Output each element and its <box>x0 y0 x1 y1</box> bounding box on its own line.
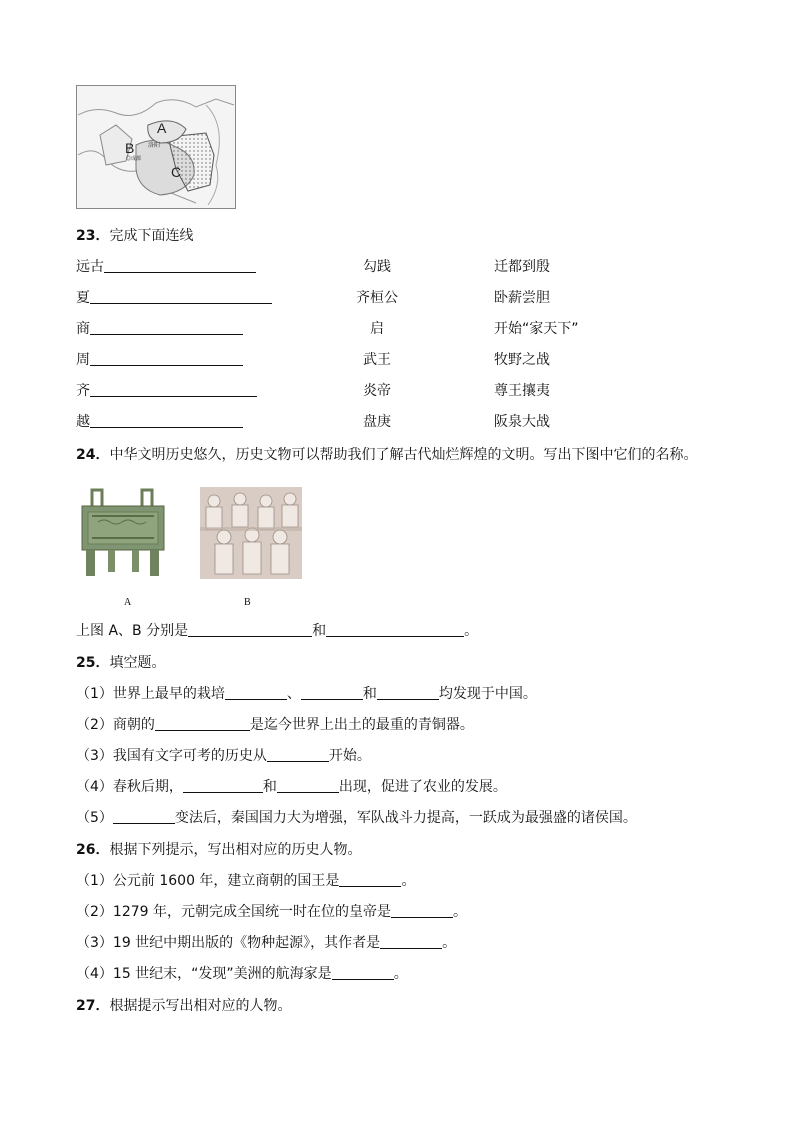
q23-row-6-mid: 盘庚 <box>363 414 391 430</box>
q26-i3-end: 。 <box>442 935 457 951</box>
q25-i1-and: 和 <box>362 686 377 702</box>
q24-answer-prefix: 上图 A、B 分别是 <box>76 623 189 639</box>
q25-i2-text: （2）商朝的 <box>76 717 155 733</box>
q23-blank[interactable] <box>104 258 256 273</box>
q26-heading <box>76 840 361 860</box>
q23-row-2-right: 卧薪尝胆 <box>494 290 550 306</box>
q23-left-label: 齐 <box>76 383 90 399</box>
q26-number: 26． <box>76 842 110 858</box>
q25-item-1 <box>76 684 537 704</box>
map-label-a: A <box>157 120 167 136</box>
q23-left-label: 远古 <box>76 259 104 275</box>
ancient-china-map <box>76 85 236 209</box>
q23-blank[interactable] <box>90 320 243 335</box>
image-label-a: A <box>124 597 132 608</box>
q25-i3-text: （3）我国有文字可考的历史从 <box>76 748 267 764</box>
q23-row-1-left <box>76 257 256 277</box>
q23-row-5-mid: 炎帝 <box>363 383 391 399</box>
q25-item-4 <box>76 777 507 797</box>
q26-i1-blank[interactable] <box>339 872 401 887</box>
q25-i5-text: （5） <box>76 810 113 826</box>
q26-i2-end: 。 <box>453 904 467 920</box>
q23-row-5-left <box>76 381 257 401</box>
q25-i1-blank-1[interactable] <box>225 685 287 700</box>
q25-item-5 <box>76 808 637 828</box>
q23-left-label: 周 <box>76 352 90 368</box>
q23-number: 23． <box>76 228 110 244</box>
q26-i2-text: （2）1279 年，元朝完成全国统一时在位的皇帝是 <box>76 904 391 920</box>
map-label-b: B <box>125 140 135 156</box>
q23-row-4-right: 牧野之战 <box>494 352 550 368</box>
q25-i4-text: （4）春秋后期， <box>76 779 183 795</box>
q23-row-2-left <box>76 288 272 308</box>
q26-title: 根据下列提示，写出相对应的历史人物。 <box>109 842 362 858</box>
q23-row-2-mid: 齐桓公 <box>356 290 398 306</box>
q23-blank[interactable] <box>90 382 257 397</box>
q23-row-6-left <box>76 412 243 432</box>
q23-row-3-left <box>76 319 243 339</box>
q23-title: 完成下面连线 <box>109 228 194 244</box>
q26-i4-end: 。 <box>393 966 408 982</box>
q23-row-1-right: 迁都到殷 <box>494 259 550 275</box>
q24-answer-end: 。 <box>464 623 479 639</box>
q25-number: 25． <box>76 655 110 671</box>
q24-heading <box>76 445 697 465</box>
q23-row-5-right: 尊王攘夷 <box>494 383 550 399</box>
q26-i1-text: （1）公元前 1600 年，建立商朝的国王是 <box>76 873 340 889</box>
q23-left-label: 商 <box>76 321 90 337</box>
q26-i3-blank[interactable] <box>380 934 442 949</box>
q26-i4-blank[interactable] <box>332 965 394 980</box>
q24-blank-a[interactable] <box>188 622 312 637</box>
terracotta-warriors-image <box>200 487 302 579</box>
q25-i1-end: 均发现于中国。 <box>438 686 537 702</box>
q25-i4-blank-1[interactable] <box>183 778 263 793</box>
q25-i1-sep: 、 <box>286 686 301 702</box>
q25-i4-end: 出现，促进了农业的发展。 <box>338 779 507 795</box>
q23-blank[interactable] <box>90 413 243 428</box>
q26-i3-text: （3）19 世纪中期出版的《物种起源》，其作者是 <box>76 935 381 951</box>
q23-row-3-right: 开始“家天下” <box>494 321 579 337</box>
q23-row-4-left <box>76 350 243 370</box>
q25-i4-and: 和 <box>262 779 277 795</box>
q23-row-4-mid: 武王 <box>363 352 391 368</box>
bronze-ding-image <box>78 488 178 580</box>
q23-heading <box>76 226 193 246</box>
map-label-city2: ◎成都 <box>126 156 142 162</box>
q25-i5-blank[interactable] <box>113 809 175 824</box>
q26-item-1 <box>76 871 415 891</box>
q26-i1-end: 。 <box>401 873 416 889</box>
map-label-city1: 洛阳 <box>148 143 161 149</box>
q26-item-3 <box>76 933 456 953</box>
q25-heading <box>76 653 165 673</box>
q25-i1-text: （1）世界上最早的栽培 <box>76 686 225 702</box>
q25-i1-blank-3[interactable] <box>377 685 439 700</box>
q26-item-2 <box>76 902 467 922</box>
q24-number: 24． <box>76 447 110 463</box>
q25-i1-blank-2[interactable] <box>301 685 363 700</box>
q23-left-label: 越 <box>76 414 90 430</box>
q24-answer-mid: 和 <box>312 623 327 639</box>
q23-row-3-mid: 启 <box>370 321 384 337</box>
q27-number: 27． <box>76 998 110 1014</box>
q25-i2-end: 是迄今世界上出土的最重的青铜器。 <box>249 717 474 733</box>
image-label-b: B <box>244 597 251 608</box>
q23-left-label: 夏 <box>76 290 90 306</box>
q26-i2-blank[interactable] <box>391 903 453 918</box>
q27-heading <box>76 996 291 1016</box>
q23-blank[interactable] <box>90 289 272 304</box>
q25-i2-blank[interactable] <box>155 716 250 731</box>
q24-answer-line <box>76 621 478 641</box>
q25-i3-end: 开始。 <box>328 748 371 764</box>
q23-blank[interactable] <box>90 351 243 366</box>
q23-row-1-mid: 勾践 <box>363 259 391 275</box>
q27-title: 根据提示写出相对应的人物。 <box>109 998 292 1014</box>
q25-item-3 <box>76 746 371 766</box>
q25-item-2 <box>76 715 474 735</box>
q25-i4-blank-2[interactable] <box>277 778 339 793</box>
q24-text: 中华文明历史悠久，历史文物可以帮助我们了解古代灿烂辉煌的文明。写出下图中它们的名称。 <box>109 447 698 463</box>
q23-row-6-right: 阪泉大战 <box>494 414 550 430</box>
q24-blank-b[interactable] <box>326 622 464 637</box>
map-label-c: C <box>171 164 182 180</box>
q26-i4-text: （4）15 世纪末，“发现”美洲的航海家是 <box>76 966 332 982</box>
q25-i5-end: 变法后，秦国国力大为增强，军队战斗力提高，一跃成为最强盛的诸侯国。 <box>174 810 637 826</box>
q25-i3-blank[interactable] <box>267 747 329 762</box>
q26-item-4 <box>76 964 408 984</box>
q25-title: 填空题。 <box>109 655 166 671</box>
